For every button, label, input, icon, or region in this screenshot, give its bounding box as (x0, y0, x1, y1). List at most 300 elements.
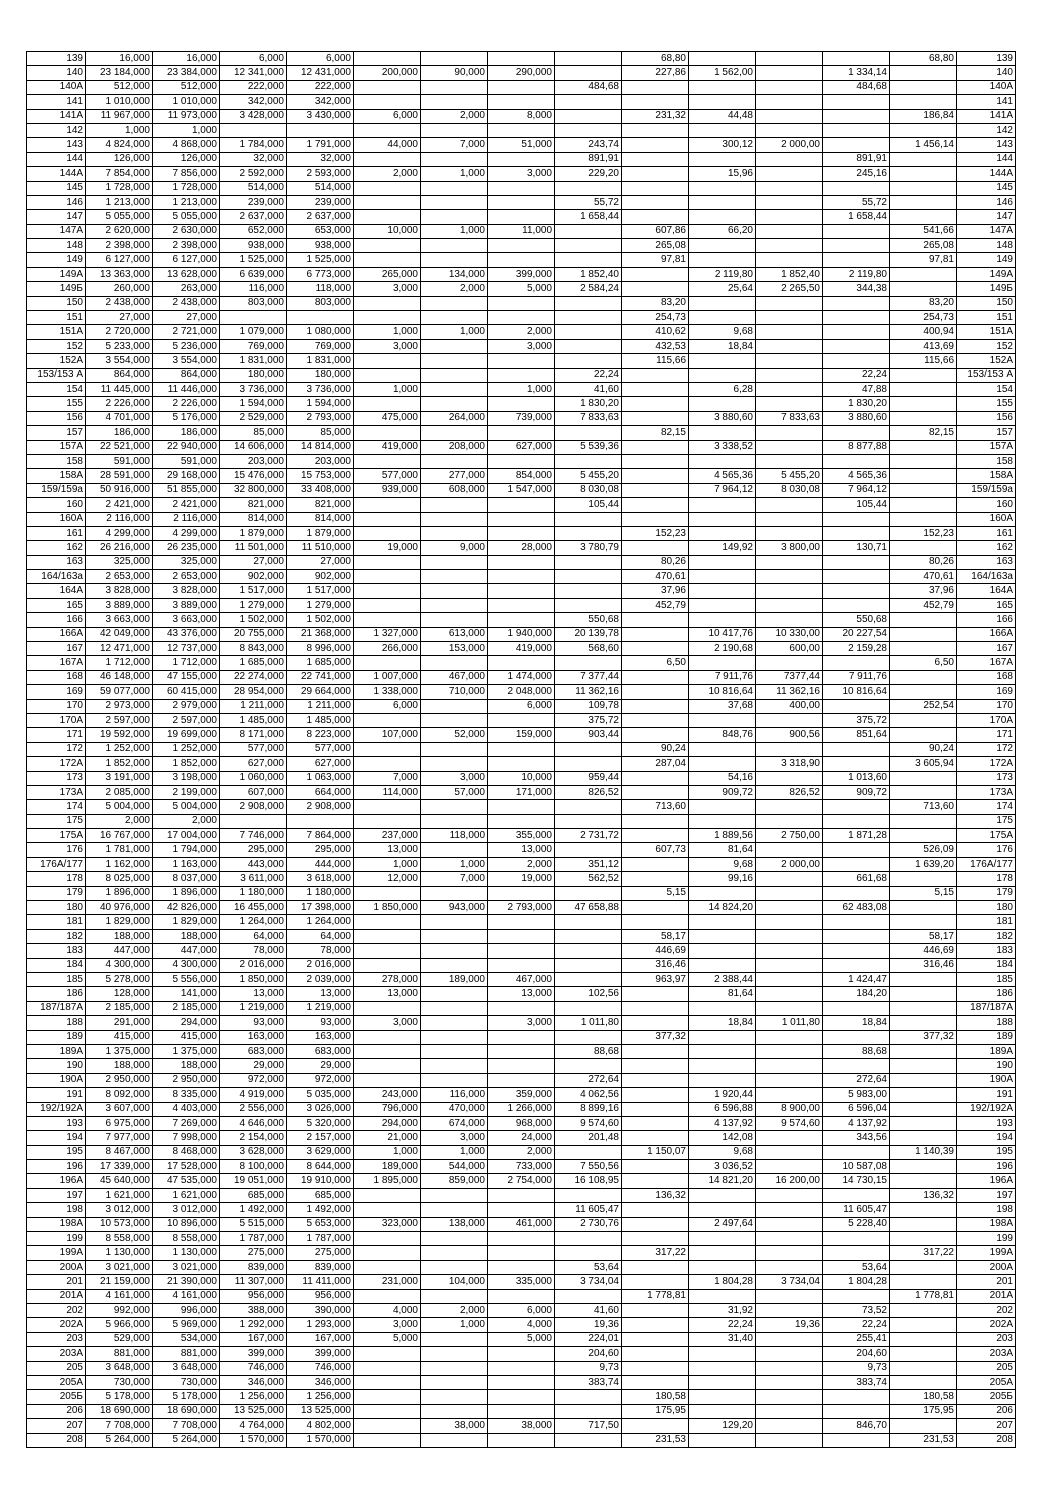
table-cell (890, 469, 957, 483)
table-cell: 854,000 (488, 469, 555, 483)
row-id-cell-right: 163 (957, 555, 1016, 569)
table-cell: 1 252,000 (86, 742, 153, 756)
table-cell: 188,000 (86, 1059, 153, 1073)
table-cell: 1 502,000 (220, 613, 287, 627)
table-cell: 7 708,000 (86, 1419, 153, 1433)
table-cell: 963,97 (622, 973, 689, 987)
row-id-cell-right: 153/153 А (957, 368, 1016, 382)
table-cell (287, 311, 354, 325)
row-id-cell: 149А (27, 267, 86, 281)
row-id-cell: 175А (27, 829, 86, 843)
table-cell (421, 1260, 488, 1274)
table-cell (488, 368, 555, 382)
table-cell: 938,000 (220, 239, 287, 253)
row-id-cell-right: 149Б (957, 282, 1016, 296)
row-id-cell-right: 149 (957, 253, 1016, 267)
table-cell: 51 855,000 (153, 483, 220, 497)
table-cell: 20 139,78 (555, 627, 622, 641)
table-cell (689, 512, 756, 526)
table-cell: 3,000 (488, 167, 555, 181)
table-cell (421, 152, 488, 166)
table-cell (555, 224, 622, 238)
table-cell (689, 123, 756, 137)
table-cell: 24,000 (488, 1131, 555, 1145)
table-cell (488, 958, 555, 972)
table-cell (421, 1044, 488, 1058)
row-id-cell: 141 (27, 95, 86, 109)
table-cell (756, 354, 823, 368)
table-cell: 189,000 (354, 1160, 421, 1174)
table-cell: 5 539,36 (555, 440, 622, 454)
table-cell: 2 388,44 (689, 973, 756, 987)
table-cell: 4 300,000 (86, 958, 153, 972)
table-cell: 1 502,000 (287, 613, 354, 627)
table-cell: 2 793,000 (287, 411, 354, 425)
table-cell (756, 1145, 823, 1159)
table-cell: 1 375,000 (86, 1044, 153, 1058)
table-cell (354, 1030, 421, 1044)
table-row (27, 1145, 1016, 1159)
table-cell: 1 850,000 (354, 901, 421, 915)
table-cell (890, 713, 957, 727)
table-cell: 58,17 (890, 929, 957, 943)
table-cell (488, 944, 555, 958)
table-cell (622, 1361, 689, 1375)
table-cell: 959,44 (555, 771, 622, 785)
table-cell (756, 598, 823, 612)
table-cell (756, 397, 823, 411)
table-cell: 674,000 (421, 1116, 488, 1130)
table-cell (823, 109, 890, 123)
table-cell: 903,44 (555, 728, 622, 742)
table-row (27, 498, 1016, 512)
table-cell: 1 211,000 (287, 699, 354, 713)
table-cell: 115,66 (890, 354, 957, 368)
row-id-cell-right: 139 (957, 52, 1016, 66)
table-cell: 97,81 (622, 253, 689, 267)
row-id-cell-right: 202 (957, 1303, 1016, 1317)
table-cell (890, 1361, 957, 1375)
table-cell: 1 778,81 (890, 1289, 957, 1303)
table-cell (689, 210, 756, 224)
table-cell (421, 311, 488, 325)
table-cell (421, 397, 488, 411)
row-id-cell-right: 151А (957, 325, 1016, 339)
table-cell: 664,000 (287, 785, 354, 799)
table-cell: 1,000 (421, 325, 488, 339)
table-cell: 359,000 (488, 1088, 555, 1102)
table-cell: 3 736,000 (220, 382, 287, 396)
table-cell (756, 1232, 823, 1246)
table-cell: 1,000 (354, 1145, 421, 1159)
table-cell (555, 512, 622, 526)
table-cell: 1 830,20 (823, 397, 890, 411)
row-id-cell-right: 184 (957, 958, 1016, 972)
table-cell (488, 656, 555, 670)
table-cell: 1,000 (421, 167, 488, 181)
table-cell: 1 940,000 (488, 627, 555, 641)
table-cell: 467,000 (488, 973, 555, 987)
table-cell: 1 007,000 (354, 670, 421, 684)
table-cell: 59 077,000 (86, 685, 153, 699)
table-cell: 803,000 (287, 296, 354, 310)
table-cell: 956,000 (220, 1289, 287, 1303)
table-cell (622, 785, 689, 799)
row-id-cell-right: 145 (957, 181, 1016, 195)
table-cell: 4 565,36 (823, 469, 890, 483)
table-cell: 4 919,000 (220, 1088, 287, 1102)
table-cell: 2 721,000 (153, 325, 220, 339)
table-cell: 972,000 (287, 1073, 354, 1087)
table-cell: 447,000 (153, 944, 220, 958)
table-cell: 134,000 (421, 267, 488, 281)
table-cell (756, 1260, 823, 1274)
table-cell (890, 728, 957, 742)
table-cell: 237,000 (354, 829, 421, 843)
table-cell: 203,000 (287, 454, 354, 468)
table-cell (622, 713, 689, 727)
table-cell (622, 1419, 689, 1433)
table-cell: 27,000 (220, 555, 287, 569)
table-cell: 12 431,000 (287, 66, 354, 80)
table-cell: 467,000 (421, 670, 488, 684)
table-row (27, 1217, 1016, 1231)
table-cell: 51,000 (488, 138, 555, 152)
table-cell: 377,32 (890, 1030, 957, 1044)
table-cell (488, 1073, 555, 1087)
table-cell (555, 1404, 622, 1418)
table-cell: 452,79 (622, 598, 689, 612)
table-cell: 2 226,000 (153, 397, 220, 411)
table-cell: 444,000 (287, 857, 354, 871)
table-cell (890, 872, 957, 886)
table-cell: 5 236,000 (153, 339, 220, 353)
table-cell (488, 397, 555, 411)
table-cell: 8 877,88 (823, 440, 890, 454)
table-cell: 1 804,28 (823, 1275, 890, 1289)
table-cell: 116,000 (421, 1088, 488, 1102)
table-cell: 821,000 (287, 498, 354, 512)
table-cell (689, 800, 756, 814)
table-cell: 5 264,000 (86, 1433, 153, 1447)
table-cell: 1 492,000 (220, 1203, 287, 1217)
table-cell: 769,000 (220, 339, 287, 353)
table-cell: 1 279,000 (220, 598, 287, 612)
row-id-cell-right: 169 (957, 685, 1016, 699)
table-cell: 335,000 (488, 1275, 555, 1289)
table-row (27, 80, 1016, 94)
row-id-cell: 149 (27, 253, 86, 267)
row-id-cell: 147А (27, 224, 86, 238)
table-cell: 5 653,000 (287, 1217, 354, 1231)
table-cell: 461,000 (488, 1217, 555, 1231)
table-cell (890, 282, 957, 296)
table-cell (354, 1260, 421, 1274)
table-cell (689, 1059, 756, 1073)
table-cell: 5 004,000 (86, 800, 153, 814)
table-cell: 6,50 (890, 656, 957, 670)
table-cell: 864,000 (86, 368, 153, 382)
table-cell: 44,000 (354, 138, 421, 152)
table-cell: 470,61 (890, 570, 957, 584)
row-id-cell: 197 (27, 1188, 86, 1202)
table-cell: 188,000 (86, 929, 153, 943)
row-id-cell: 189 (27, 1030, 86, 1044)
table-cell: 3 021,000 (86, 1260, 153, 1274)
row-id-cell: 170А (27, 713, 86, 727)
table-cell (890, 1059, 957, 1073)
table-cell (823, 814, 890, 828)
table-cell: 2 908,000 (287, 800, 354, 814)
table-cell: 839,000 (220, 1260, 287, 1274)
table-cell: 55,72 (823, 195, 890, 209)
table-body (27, 52, 1016, 1448)
table-cell: 149,92 (689, 541, 756, 555)
table-cell (622, 454, 689, 468)
table-cell: 2 185,000 (86, 1001, 153, 1015)
table-cell: 526,09 (890, 843, 957, 857)
table-cell (354, 123, 421, 137)
table-cell: 1 787,000 (287, 1232, 354, 1246)
table-cell (354, 498, 421, 512)
table-cell (890, 368, 957, 382)
table-cell (756, 555, 823, 569)
table-cell: 19 699,000 (153, 728, 220, 742)
table-cell (622, 685, 689, 699)
table-cell: 769,000 (287, 339, 354, 353)
table-cell (488, 1188, 555, 1202)
table-cell: 53,64 (823, 1260, 890, 1274)
table-cell: 15,96 (689, 167, 756, 181)
table-cell (689, 311, 756, 325)
table-cell: 399,000 (488, 267, 555, 281)
table-cell: 5 278,000 (86, 973, 153, 987)
table-cell (756, 454, 823, 468)
table-cell: 4 824,000 (86, 138, 153, 152)
table-cell: 29 168,000 (153, 469, 220, 483)
table-cell (488, 1361, 555, 1375)
table-cell (756, 1433, 823, 1447)
table-cell: 6,50 (622, 656, 689, 670)
table-cell (689, 195, 756, 209)
table-cell (421, 368, 488, 382)
table-cell (622, 642, 689, 656)
table-cell (756, 253, 823, 267)
table-cell: 82,15 (890, 426, 957, 440)
table-cell (555, 123, 622, 137)
table-cell (823, 757, 890, 771)
table-cell (890, 670, 957, 684)
row-id-cell-right: 166А (957, 627, 1016, 641)
row-id-cell: 190А (27, 1073, 86, 1087)
table-cell (421, 512, 488, 526)
table-cell: 1 180,000 (287, 886, 354, 900)
table-cell (354, 1375, 421, 1389)
table-cell (555, 1188, 622, 1202)
table-cell: 231,32 (622, 109, 689, 123)
table-row (27, 382, 1016, 396)
row-id-cell-right: 206 (957, 1404, 1016, 1418)
table-cell: 512,000 (153, 80, 220, 94)
table-cell (287, 123, 354, 137)
table-cell: 201,48 (555, 1131, 622, 1145)
table-cell (823, 958, 890, 972)
row-id-cell: 208 (27, 1433, 86, 1447)
table-cell (488, 1203, 555, 1217)
table-cell: 13,000 (287, 987, 354, 1001)
table-cell: 10 417,76 (689, 627, 756, 641)
table-row (27, 483, 1016, 497)
table-cell: 99,16 (689, 872, 756, 886)
table-cell (622, 1088, 689, 1102)
table-cell: 2 597,000 (153, 713, 220, 727)
table-cell (555, 584, 622, 598)
table-cell (622, 1174, 689, 1188)
table-cell: 1 852,40 (555, 267, 622, 281)
table-cell: 8 030,08 (555, 483, 622, 497)
table-cell: 10 816,64 (689, 685, 756, 699)
table-row (27, 526, 1016, 540)
table-cell: 7 998,000 (153, 1131, 220, 1145)
table-cell: 28 954,000 (220, 685, 287, 699)
table-cell: 6,000 (287, 52, 354, 66)
table-cell: 972,000 (220, 1073, 287, 1087)
row-id-cell: 176 (27, 843, 86, 857)
table-cell: 21 159,000 (86, 1275, 153, 1289)
table-cell: 316,46 (890, 958, 957, 972)
table-cell (756, 210, 823, 224)
table-cell: 73,52 (823, 1303, 890, 1317)
table-cell: 17 339,000 (86, 1160, 153, 1174)
table-cell (488, 584, 555, 598)
row-id-cell-right: 157 (957, 426, 1016, 440)
table-cell: 1 180,000 (220, 886, 287, 900)
table-cell: 252,54 (890, 699, 957, 713)
table-cell: 1 778,81 (622, 1289, 689, 1303)
table-cell: 222,000 (220, 80, 287, 94)
table-cell (421, 210, 488, 224)
table-cell: 5,000 (488, 1332, 555, 1346)
row-id-cell-right: 197 (957, 1188, 1016, 1202)
table-cell (756, 167, 823, 181)
table-cell (689, 1361, 756, 1375)
table-cell (890, 1260, 957, 1274)
table-cell (622, 829, 689, 843)
row-id-cell: 157А (27, 440, 86, 454)
table-cell: 1 060,000 (220, 771, 287, 785)
table-cell (421, 1073, 488, 1087)
table-cell: 8 223,000 (287, 728, 354, 742)
table-cell (488, 1030, 555, 1044)
table-cell: 10 896,000 (153, 1217, 220, 1231)
table-cell (354, 95, 421, 109)
table-cell: 325,000 (153, 555, 220, 569)
table-cell (890, 181, 957, 195)
table-cell (354, 915, 421, 929)
row-id-cell: 192/192А (27, 1102, 86, 1116)
table-cell: 10 587,08 (823, 1160, 890, 1174)
table-cell: 1 594,000 (287, 397, 354, 411)
table-cell: 1 685,000 (220, 656, 287, 670)
table-cell: 8 558,000 (86, 1232, 153, 1246)
table-cell (421, 699, 488, 713)
table-cell: 607,73 (622, 843, 689, 857)
row-id-cell: 164/163а (27, 570, 86, 584)
table-cell (756, 382, 823, 396)
table-cell: 22,24 (555, 368, 622, 382)
table-cell (421, 80, 488, 94)
table-cell: 17 004,000 (153, 829, 220, 843)
table-cell: 16,000 (86, 52, 153, 66)
table-cell: 8 025,000 (86, 872, 153, 886)
table-cell: 1 547,000 (488, 483, 555, 497)
table-cell (555, 339, 622, 353)
table-cell: 4 161,000 (153, 1289, 220, 1303)
table-cell: 3 663,000 (86, 613, 153, 627)
table-cell (823, 699, 890, 713)
table-cell (421, 800, 488, 814)
table-cell: 15 753,000 (287, 469, 354, 483)
table-cell (488, 80, 555, 94)
table-row (27, 541, 1016, 555)
table-cell: 2 793,000 (488, 901, 555, 915)
table-cell: 152,23 (622, 526, 689, 540)
table-cell: 12 471,000 (86, 642, 153, 656)
table-cell: 4 802,000 (287, 1419, 354, 1433)
table-cell: 2 157,000 (287, 1131, 354, 1145)
table-cell (488, 742, 555, 756)
table-row (27, 843, 1016, 857)
row-id-cell: 188 (27, 1016, 86, 1030)
row-id-cell-right: 189А (957, 1044, 1016, 1058)
table-cell: 19,36 (555, 1318, 622, 1332)
table-cell: 7 964,12 (689, 483, 756, 497)
table-cell: 275,000 (287, 1246, 354, 1260)
table-row (27, 1088, 1016, 1102)
table-cell: 2 154,000 (220, 1131, 287, 1145)
table-row (27, 555, 1016, 569)
table-cell (555, 1001, 622, 1015)
table-cell: 3 736,000 (287, 382, 354, 396)
table-cell: 1 658,44 (555, 210, 622, 224)
table-cell (756, 181, 823, 195)
table-cell: 28 591,000 (86, 469, 153, 483)
table-cell: 104,000 (421, 1275, 488, 1289)
table-cell (421, 1059, 488, 1073)
row-id-cell-right: 142 (957, 123, 1016, 137)
table-cell: 3,000 (421, 1131, 488, 1145)
row-id-cell-right: 140А (957, 80, 1016, 94)
table-cell: 447,000 (86, 944, 153, 958)
table-cell: 1 879,000 (287, 526, 354, 540)
table-cell (488, 613, 555, 627)
table-cell: 254,73 (890, 311, 957, 325)
table-cell: 9,000 (421, 541, 488, 555)
table-cell (220, 123, 287, 137)
table-cell (354, 742, 421, 756)
row-id-cell-right: 147 (957, 210, 1016, 224)
table-cell: 14 814,000 (287, 440, 354, 454)
table-cell: 317,22 (890, 1246, 957, 1260)
table-cell (689, 613, 756, 627)
table-cell (622, 195, 689, 209)
table-cell (756, 1131, 823, 1145)
table-cell (890, 1232, 957, 1246)
table-cell: 29,000 (287, 1059, 354, 1073)
table-cell (622, 397, 689, 411)
table-cell: 1 829,000 (86, 915, 153, 929)
table-cell (555, 555, 622, 569)
